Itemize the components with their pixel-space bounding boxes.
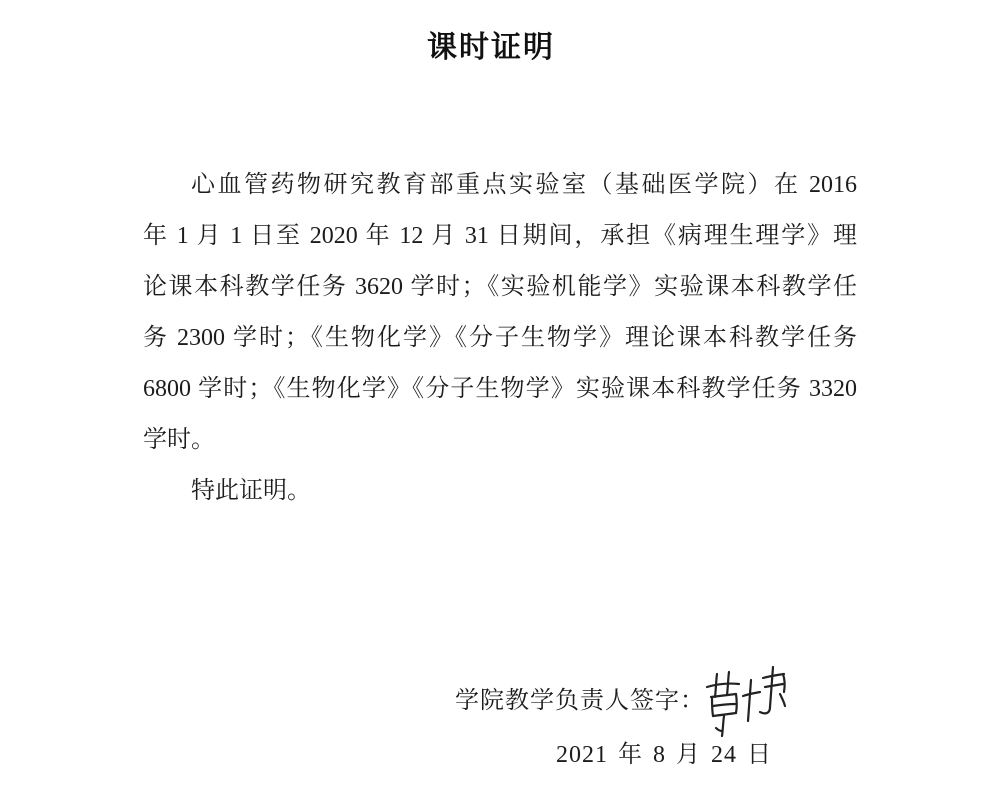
document-title: 课时证明	[427, 31, 555, 64]
signature-label: 学院教学负责人签字：	[455, 688, 705, 714]
document-date: 2021 年 8 月 24 日	[556, 742, 772, 768]
signature-ink-icon	[703, 666, 789, 738]
body-line: 论课本科教学任务 3620 学时；《实验机能学》实验课本科教学任	[143, 274, 857, 300]
closing-statement: 特此证明。	[191, 478, 311, 504]
body-line: 心血管药物研究教育部重点实验室（基础医学院）在 2016	[191, 172, 857, 198]
certificate-body	[143, 160, 857, 517]
handwritten-signature	[703, 666, 789, 738]
body-line: 年 1 月 1 日至 2020 年 12 月 31 日期间，承担《病理生理学》理	[143, 223, 857, 249]
body-line: 学时。	[143, 427, 215, 453]
body-line: 务 2300 学时；《生物化学》《分子生物学》理论课本科教学任务	[143, 325, 857, 351]
body-line: 6800 学时；《生物化学》《分子生物学》实验课本科教学任务 3320	[143, 376, 857, 402]
